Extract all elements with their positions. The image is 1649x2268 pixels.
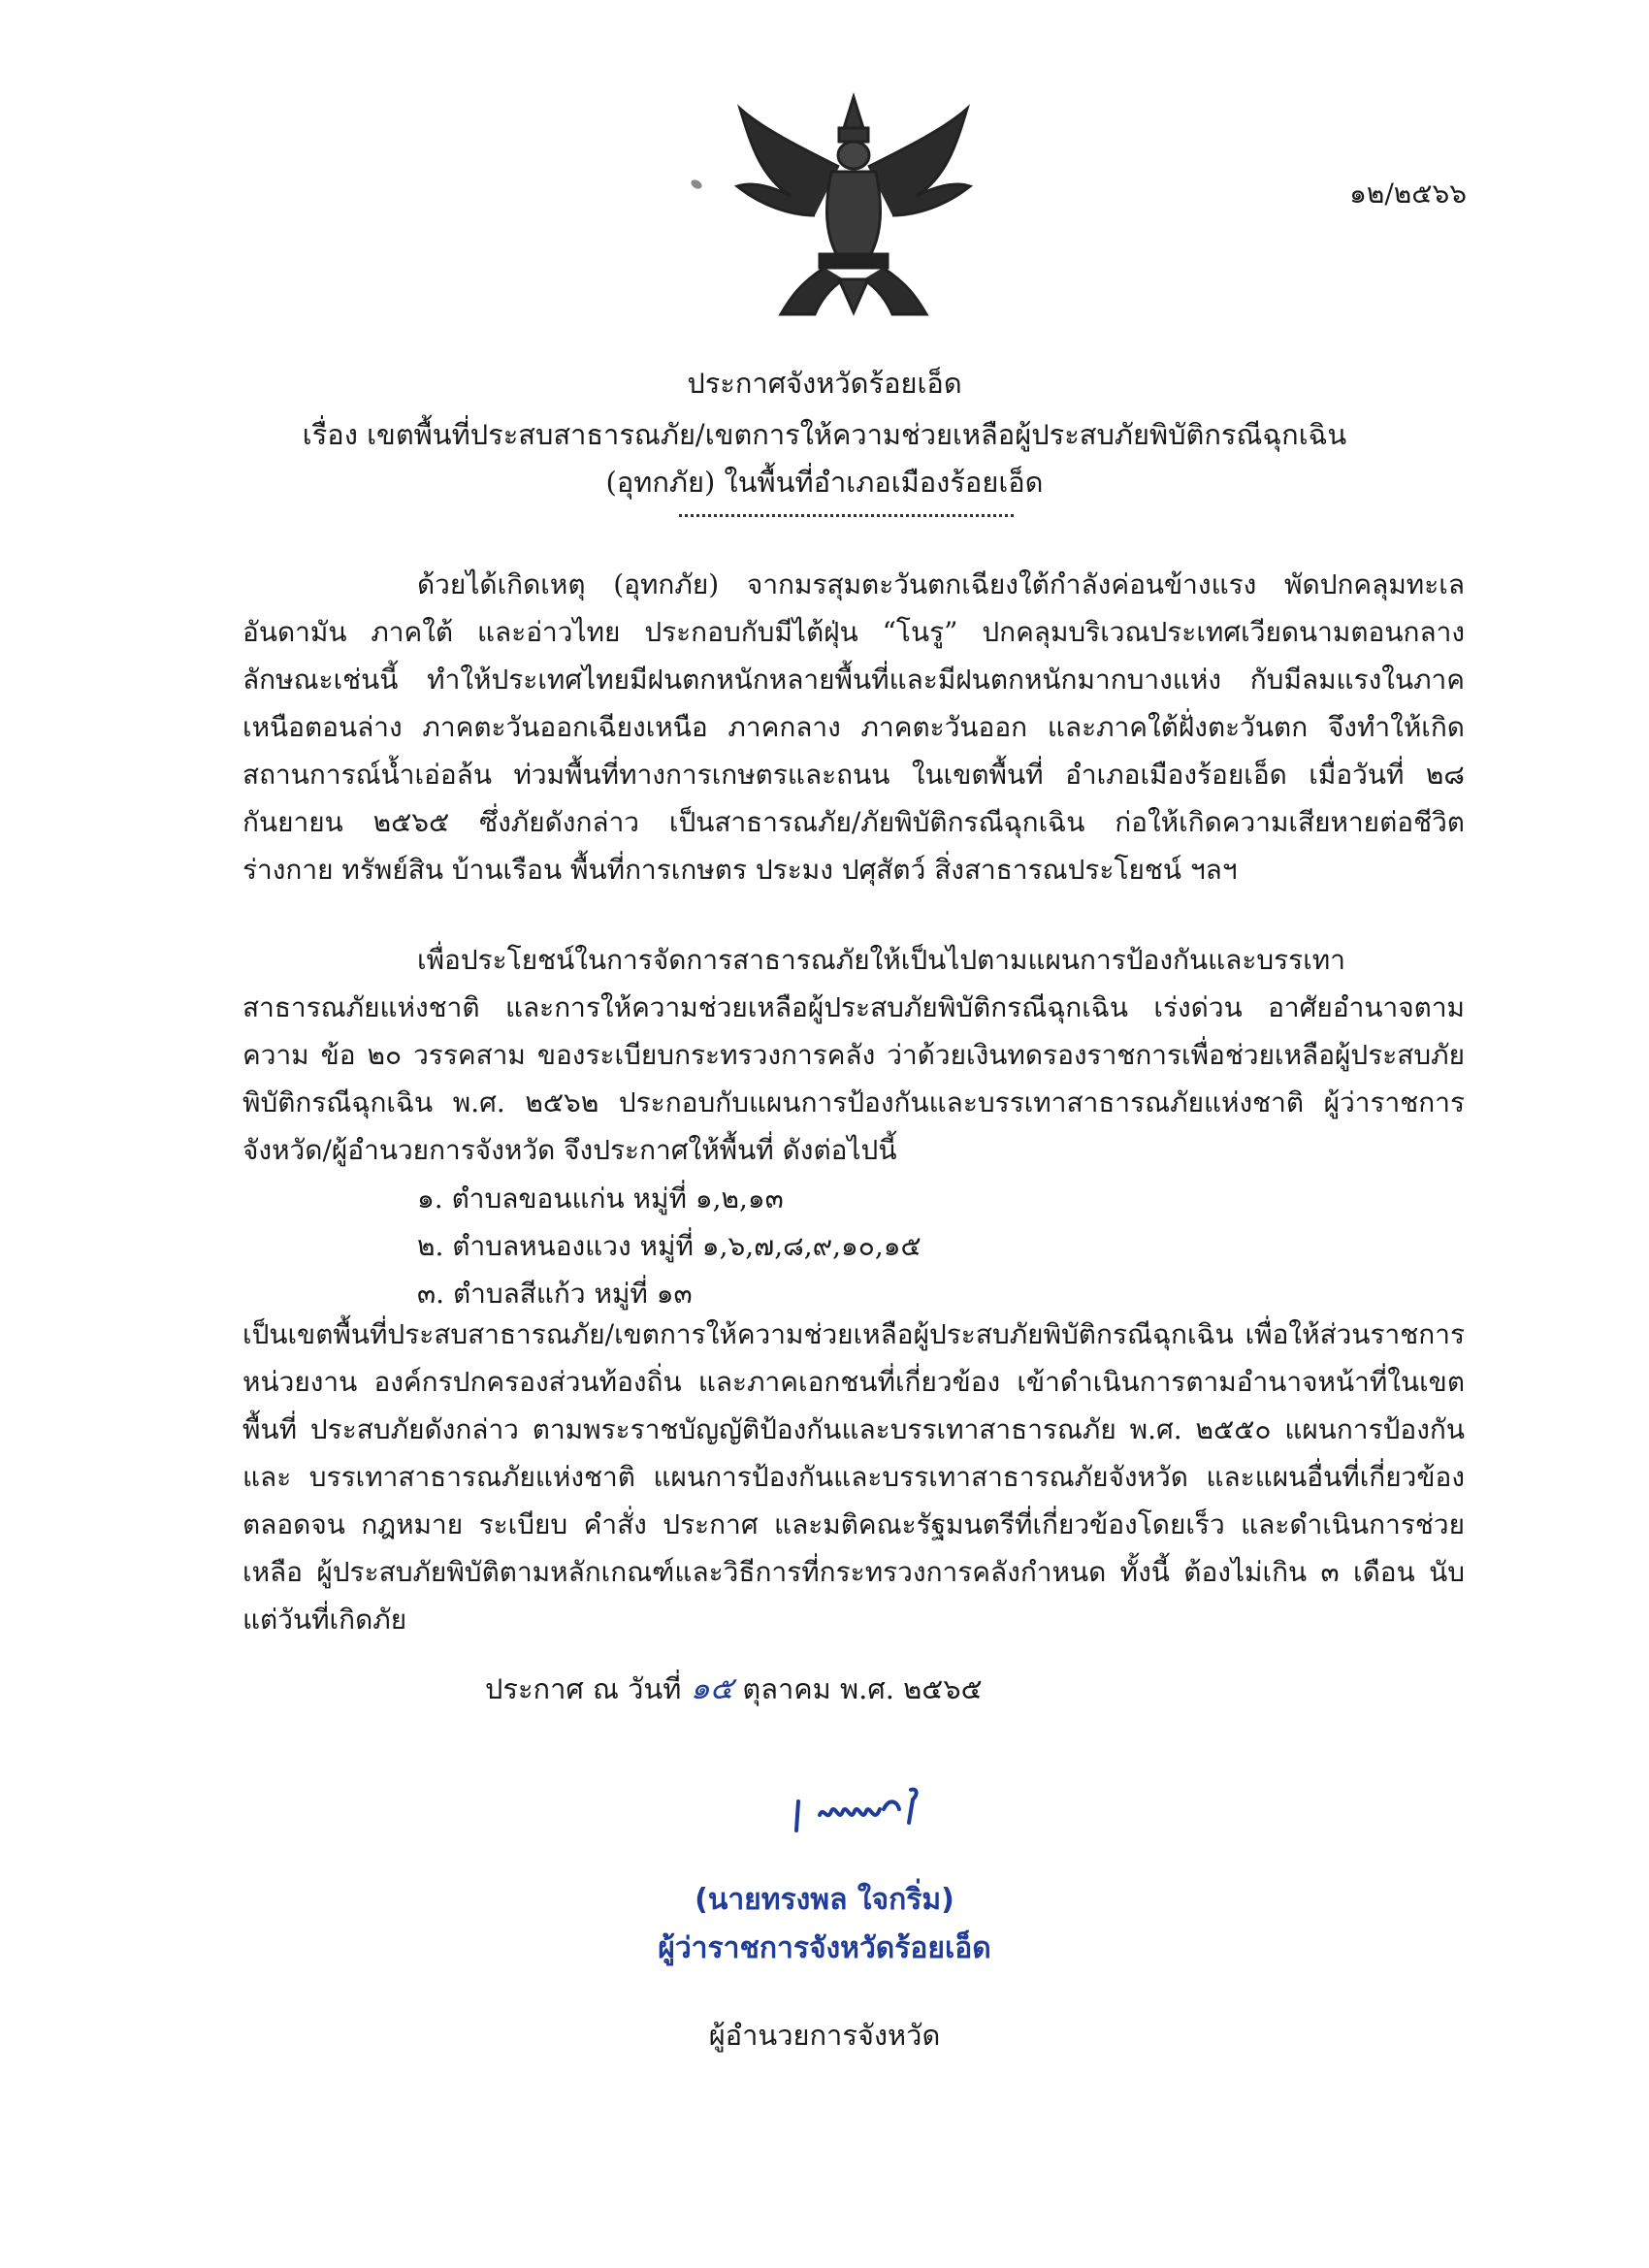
announcement-title: ประกาศจังหวัดร้อยเอ็ด	[687, 367, 962, 400]
list-item: ๑. ตำบลขอนแก่น หมู่ที่ ๑,๒,๑๓	[417, 1183, 784, 1215]
signatory-role: ผู้อำนวยการจังหวัด	[708, 2019, 941, 2052]
garuda-emblem-icon	[723, 89, 985, 322]
paragraph-2	[242, 936, 1465, 1174]
paragraph-2-text: เพื่อประโยชน์ในการจัดการสาธารณภัยให้เป็นไปตามแผนการป้องกันและบรรเทาสาธารณภัยแห่งชาติ และการให้ความช่วยเหลือผู้ประสบภัยพิบัติกรณีฉุกเฉิน เร่งด่วน อาศัยอำนาจตามความ ข้อ ๒๐ วรรคสาม ของระเบียบกระทรวงการคลัง ว่าด้วยเงินทดรองราชการเพื่อช่วยเหลือผู้ประสบภัยพิบัติกรณีฉุกเฉิน พ.ศ. ๒๕๖๒ ประกอบกับแผนการป้องกันและบรรเทาสาธารณภัยแห่งชาติ ผู้ว่าราชการจังหวัด/ผู้อำนวยการจังหวัด จึงประกาศให้พื้นที่ ดังต่อไปนี้	[242, 944, 1465, 1166]
subject-line-1: เรื่อง เขตพื้นที่ประสบสาธารณภัย/เขตการให้ความช่วยเหลือผู้ประสบภัยพิบัติกรณีฉุกเฉิน	[302, 418, 1347, 451]
area-list	[417, 1175, 922, 1317]
list-item: ๓. ตำบลสีแก้ว หมู่ที่ ๑๓	[417, 1278, 693, 1310]
signatory-position: ผู้ว่าราชการจังหวัดร้อยเอ็ด	[658, 1931, 991, 1965]
document-number: ๑๒/๒๕๖๖	[1349, 178, 1467, 210]
paragraph-1-text: ด้วยได้เกิดเหตุ (อุทกภัย) จากมรสุมตะวันตกเฉียงใต้กำลังค่อนข้างแรง พัดปกคลุมทะเลอันดามัน ภาคใต้ และอ่าวไทย ประกอบกับมีไต้ฝุ่น “โนรู” ปกคลุมบริเวณประเทศเวียดนามตอนกลาง ลักษณะเช่นนี้ ทำให้ประเทศไทยมีฝนตกหนักหลายพื้นที่และมีฝนตกหนักมากบางแห่ง กับมีลมแรงในภาคเหนือตอนล่าง ภาคตะวันออกเฉียงเหนือ ภาคกลาง ภาคตะวันออก และภาคใต้ฝั่งตะวันตก จึงทำให้เกิดสถานการณ์น้ำเอ่อล้น ท่วมพื้นที่ทางการเกษตรและถนน ในเขตพื้นที่ อำเภอเมืองร้อยเอ็ด เมื่อวันที่ ๒๘ กันยายน ๒๕๖๕ ซึ่งภัยดังกล่าว เป็นสาธารณภัย/ภัยพิบัติกรณีฉุกเฉิน ก่อให้เกิดความเสียหายต่อชีวิต ร่างกาย ทรัพย์สิน บ้านเรือน พื้นที่การเกษตร ประมง ปศุสัตว์ สิ่งสาธารณประโยชน์ ฯลฯ	[242, 568, 1465, 886]
paragraph-3: เป็นเขตพื้นที่ประสบสาธารณภัย/เขตการให้ความช่วยเหลือผู้ประสบภัยพิบัติกรณีฉุกเฉิน เพื่อให้ส่วนราชการ หน่วยงาน องค์กรปกครองส่วนท้องถิ่น และภาคเอกชนที่เกี่ยวข้อง เข้าดำเนินการตามอำนาจหน้าที่ในเขตพื้นที่ ประสบภัยดังกล่าว ตามพระราชบัญญัติป้องกันและบรรเทาสาธารณภัย พ.ศ. ๒๕๕๐ แผนการป้องกันและ บรรเทาสาธารณภัยแห่งชาติ แผนการป้องกันและบรรเทาสาธารณภัยจังหวัด และแผนอื่นที่เกี่ยวข้อง ตลอดจน กฎหมาย ระเบียบ คำสั่ง ประกาศ และมติคณะรัฐมนตรีที่เกี่ยวข้องโดยเร็ว และดำเนินการช่วยเหลือ ผู้ประสบภัยพิบัติตามหลักเกณฑ์และวิธีการที่กระทรวงการคลังกำหนด ทั้งนี้ ต้องไม่เกิน ๓ เดือน นับแต่วันที่เกิดภัย	[242, 1318, 1465, 1636]
paragraph-1	[242, 561, 1465, 893]
date-prefix: ประกาศ ณ วันที่	[485, 1672, 682, 1705]
handwritten-signature	[791, 1780, 936, 1838]
scan-speck	[690, 178, 703, 191]
date-day-handwritten: ๑๕	[690, 1669, 734, 1706]
subject-line-2: (อุทกภัย) ในพื้นที่อำเภอเมืองร้อยเอ็ด	[605, 466, 1044, 499]
date-month-year: ตุลาคม พ.ศ. ๒๕๖๕	[742, 1672, 983, 1705]
date-line	[485, 1664, 983, 1713]
list-item: ๒. ตำบลหนองแวง หมู่ที่ ๑,๖,๗,๘,๙,๑๐,๑๕	[417, 1230, 922, 1262]
signatory-name: (นายทรงพล ใจกริ่ม)	[695, 1883, 954, 1917]
dotted-divider	[679, 514, 1014, 517]
